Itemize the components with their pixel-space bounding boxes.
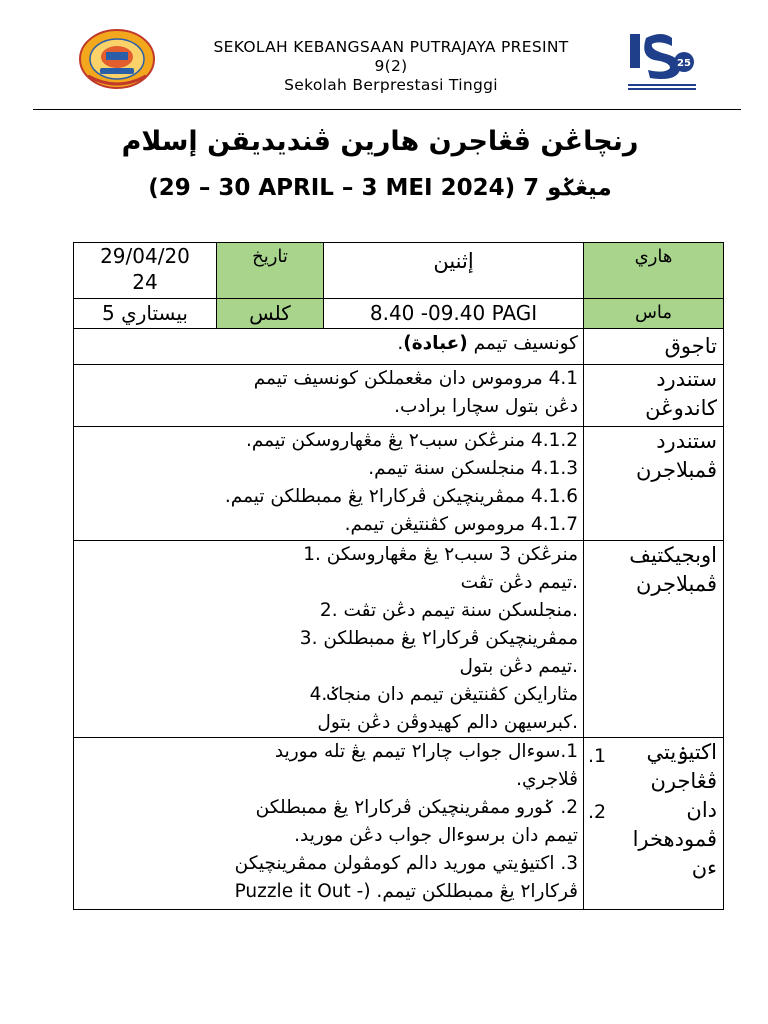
- time-value: 8.40 -09.40 PAGI: [324, 299, 584, 329]
- activity-line: ڤلاجري.: [516, 769, 578, 790]
- time-label: ماس: [584, 299, 724, 329]
- lesson-plan-table: [73, 242, 724, 910]
- objectives-label: اوبجيكتيف ڤمبلاجرن: [584, 541, 724, 738]
- objective-line: منرڠكن 3 سبب٢ يڠ مڠهاروسكن .1: [303, 544, 578, 565]
- topic-label: تاجوق: [584, 329, 724, 365]
- learning-standard-item: 4.1.3 منجلسكن سنة تيمم.: [368, 458, 578, 479]
- school-name-block: [180, 38, 602, 95]
- content-standard-label: ستندرد كاندوڠن: [584, 365, 724, 427]
- learning-standard-item: 4.1.6 ممڤرينچيكن ڤركارا٢ يڠ ممبطلكن تيمم.: [224, 486, 578, 507]
- letterhead: [0, 0, 768, 112]
- objective-line: .تيمم دڠن تڤت: [460, 572, 578, 593]
- school-name: SEKOLAH KEBANGSAAN PUTRAJAYA PRESINT: [213, 38, 569, 56]
- learning-standard-item: 4.1.7 مروموس كڤنتيڠن تيمم.: [344, 514, 578, 535]
- activities-value: [74, 738, 584, 910]
- date-label: تاريخ: [217, 243, 324, 299]
- row-class: [74, 299, 724, 329]
- row-topic: [74, 329, 724, 365]
- activity-line: تيمم دان برسوءال جواب دڠن موريد.: [294, 825, 578, 846]
- activity-line: ڤركارا٢ يڠ ممبطلكن تيمم. (- Puzzle it Out: [234, 881, 578, 902]
- learning-standard-label: ستندرد ڤمبلاجرن: [584, 427, 724, 541]
- header-divider: [33, 109, 741, 110]
- activity-number-2: 2.: [588, 801, 607, 823]
- objective-line: ممڤرينچيكن ڤركارا٢ يڠ ممبطلكن .3: [299, 628, 578, 649]
- class-value: بيستاري 5: [74, 299, 217, 329]
- row-day: [74, 243, 724, 299]
- document-title: رنچاڠن ڤڠاجرن هارين ڤنديديقن إسلام: [121, 126, 639, 157]
- objective-line: مثارايكن كڤنتيڠن تيمم دان منجاݢ.4: [309, 684, 578, 705]
- activity-number-1: 1.: [588, 745, 607, 767]
- school-crest-logo: [78, 28, 156, 90]
- objective-line: .منجلسكن سنة تيمم دڠن تڤت .2: [319, 600, 578, 621]
- ministry-logo: [626, 30, 698, 94]
- activity-line: 2. ݢورو ممڤرينچيكن ڤركارا٢ يڠ ممبطلكن: [255, 797, 578, 818]
- activities-label: 1. 2. اكتيۏيتي ڤڠاجرن دان ڤمودهخرا ءن: [584, 738, 724, 910]
- row-learning-standard: [74, 427, 724, 541]
- topic-value: كونسيف تيمم (عبادة).: [74, 329, 584, 365]
- date-value: 29/04/20 24: [74, 243, 217, 299]
- objectives-value: [74, 541, 584, 738]
- objective-line: .تيمم دڠن بتول: [459, 656, 578, 677]
- content-standard-value: 4.1 مروموس دان مڠعملكن كونسيف تيمم دڠن بتول سچارا برادب.: [74, 365, 584, 427]
- row-content-standard: [74, 365, 724, 427]
- activity-line: 1.سوءال جواب چارا٢ تيمم يڠ تله موريد: [274, 741, 578, 762]
- day-value: إثنين: [324, 243, 584, 299]
- activity-line: 3. اكتيۏيتي موريد دالم كومڤولن ممڤرينچيكن: [234, 853, 578, 874]
- objective-line: .كبرسيهن دالم كهيدوڤن دڠن بتول: [317, 712, 578, 733]
- learning-standard-item: 4.1.2 منرڠكن سبب٢ يڠ مڠهاروسكن تيمم.: [245, 430, 578, 451]
- day-label: هاري: [584, 243, 724, 299]
- school-tagline: Sekolah Berprestasi Tinggi: [284, 76, 498, 94]
- row-activities: [74, 738, 724, 910]
- learning-standard-value: [74, 427, 584, 541]
- school-name-cont: 9(2): [374, 57, 408, 75]
- class-label: كلس: [217, 299, 324, 329]
- document-week: (29 – 30 APRIL – 3 MEI 2024) 7 ميڠݢو: [148, 175, 612, 201]
- row-objectives: [74, 541, 724, 738]
- ministry-logo-mark: 25: [677, 58, 691, 69]
